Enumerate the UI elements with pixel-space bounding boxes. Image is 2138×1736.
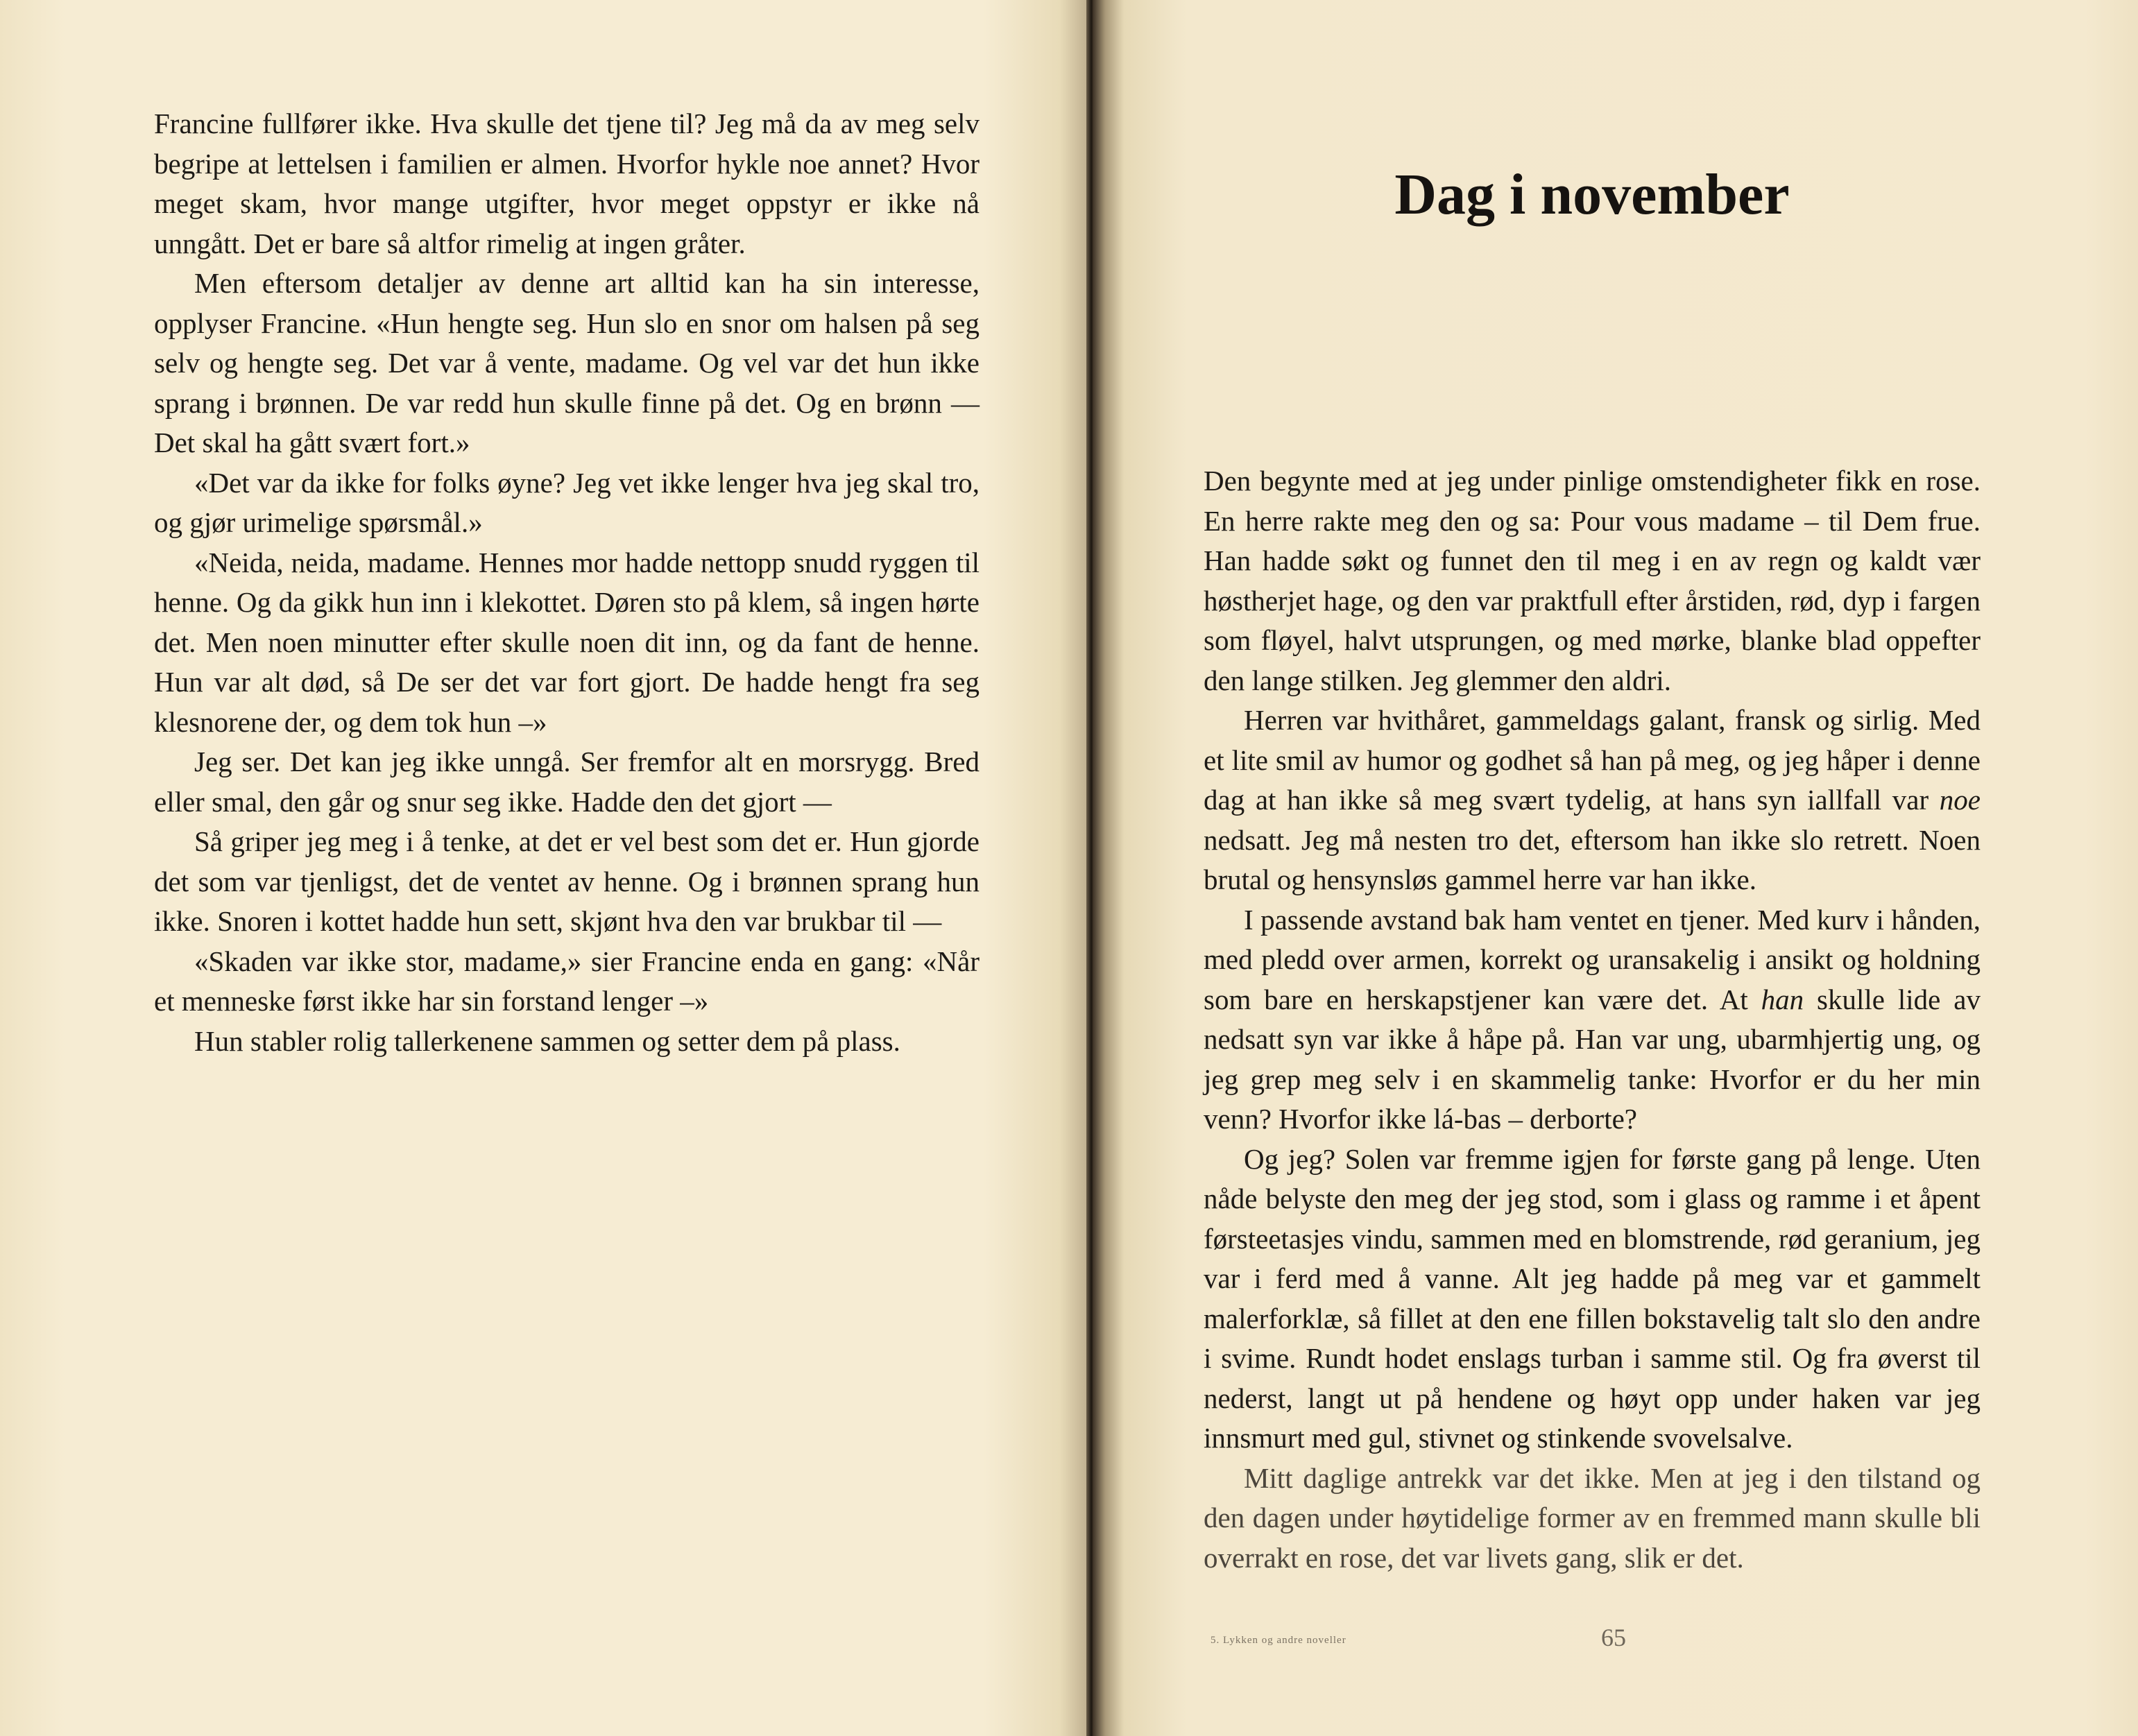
chapter-title: Dag i november: [1394, 162, 1790, 227]
paragraph: [1204, 701, 1981, 900]
right-page: [1093, 0, 2138, 1736]
text-run: nedsatt. Jeg må nesten tro det, eftersom han ikke slo retrett. Noen brutal og hensynsløs gammel herre var han ikke.: [1204, 823, 1981, 895]
paragraph: [1204, 900, 1981, 1140]
emphasis: noe: [1939, 784, 1981, 816]
paragraph: Francine fullfører ikke. Hva skulle det tjene til? Jeg må da av meg selv begripe at lettelsen i familien er almen. Hvorfor hykle noe annet? Hvor meget skam, hvor mange utgifter, hvor meget oppstyr er ikke nå unngått. Det er bare så altfor rimelig at ingen gråter.: [154, 108, 980, 259]
emphasis: han: [1761, 983, 1804, 1015]
left-page-text: [154, 104, 980, 1061]
signature-mark: 5. Lykken og andre noveller: [1211, 1635, 1346, 1646]
page-number: 65: [1601, 1624, 1626, 1651]
paragraph: Og jeg? Solen var fremme igjen for første gang på lenge. Uten nåde belyste den meg der jeg stod, som i glass og ramme i et åpent førsteetasjes vindu, sammen med en blomstrende, rød geranium, jeg var i ferd med å vanne. Alt jeg hadde på meg var et gammelt malerforklæ, så fillet at den ene fillen bokstavelig talt slo den andre i svime. Rundt hodet enslags turban i samme stil. Og fra øverst til nederst, langt ut på hendene og høyt opp under haken var jeg innsmurt med gul, stivnet og stinkende svovelsalve.: [1204, 1142, 1981, 1454]
paragraph: «Det var da ikke for folks øyne? Jeg vet ikke lenger hva jeg skal tro, og gjør urimelige spørsmål.»: [154, 466, 980, 538]
right-page-text: [1204, 461, 1981, 1578]
paragraph: Den begynte med at jeg under pinlige omstendigheter fikk en rose. En herre rakte meg den og sa: Pour vous madame – til Dem frue. Han hadde søkt og funnet den til meg i en av regn og kaldt vær høstherjet hage, og den var praktfull efter årstiden, rød, dyp i fargen som fløyel, halvt utsprungen, og med mørke, blanke blad oppefter den lange stilken. Jeg glemmer den aldri.: [1204, 465, 1981, 696]
text-run: Herren var hvithåret, gammeldags galant, fransk og sirlig. Med et lite smil av humor og godhet så han på meg, og jeg håper i denne dag at han ikke så meg svært tydelig, at hans syn iallfall var: [1204, 704, 1981, 816]
paragraph: Jeg ser. Det kan jeg ikke unngå. Ser fremfor alt en morsrygg. Bred eller smal, den går og snur seg ikke. Hadde den det gjort ––: [154, 746, 980, 818]
text-run: I passende avstand bak ham ventet en tjener. Med kurv i hånden, med pledd over armen, korrekt og uransakelig i ansikt og holdning som bare en herskapstjener kan være det. At: [1204, 903, 1981, 1015]
paragraph: Men eftersom detaljer av denne art alltid kan ha sin interesse, opplyser Francine. «Hun hengte seg. Hun slo en snor om halsen på seg selv og hengte seg. Det var å vente, madame. Og vel var det hun ikke sprang i brønnen. De var redd hun skulle finne på det. Og en brønn –– Det skal ha gått svært fort.»: [154, 267, 980, 458]
paragraph: Hun stabler rolig tallerkenene sammen og setter dem på plass.: [194, 1024, 900, 1057]
paragraph: «Neida, neida, madame. Hennes mor hadde nettopp snudd ryggen til henne. Og da gikk hun inn i klekottet. Døren sto på klem, så ingen hørte det. Men noen minutter efter skulle noen dit inn, og da fant de henne. Hun var alt død, så De ser det var fort gjort. De hadde hengt fra seg klesnorene der, og dem tok hun –»: [154, 546, 980, 738]
paragraph: Så griper jeg meg i å tenke, at det er vel best som det er. Hun gjorde det som var tjenligst, det de ventet av henne. Og i brønnen sprang hun ikke. Snoren i kottet hadde hun sett, skjønt hva den var brukbar til ––: [154, 825, 980, 937]
text-run: skulle lide av nedsatt syn var ikke å håpe på. Han var ung, ubarmhjertig ung, og jeg grep meg selv i en skammelig tanke: Hvorfor er du her min venn? Hvorfor ikke lá-bas – derborte?: [1204, 983, 1981, 1135]
paragraph: «Skaden var ikke stor, madame,» sier Francine enda en gang: «Når et menneske først ikke har sin forstand lenger –»: [154, 945, 980, 1017]
paragraph: Mitt daglige antrekk var det ikke. Men at jeg i den tilstand og den dagen under høytidelige former av en fremmed mann skulle bli overrakt en rose, det var livets gang, slik er det.: [1204, 1461, 1981, 1574]
